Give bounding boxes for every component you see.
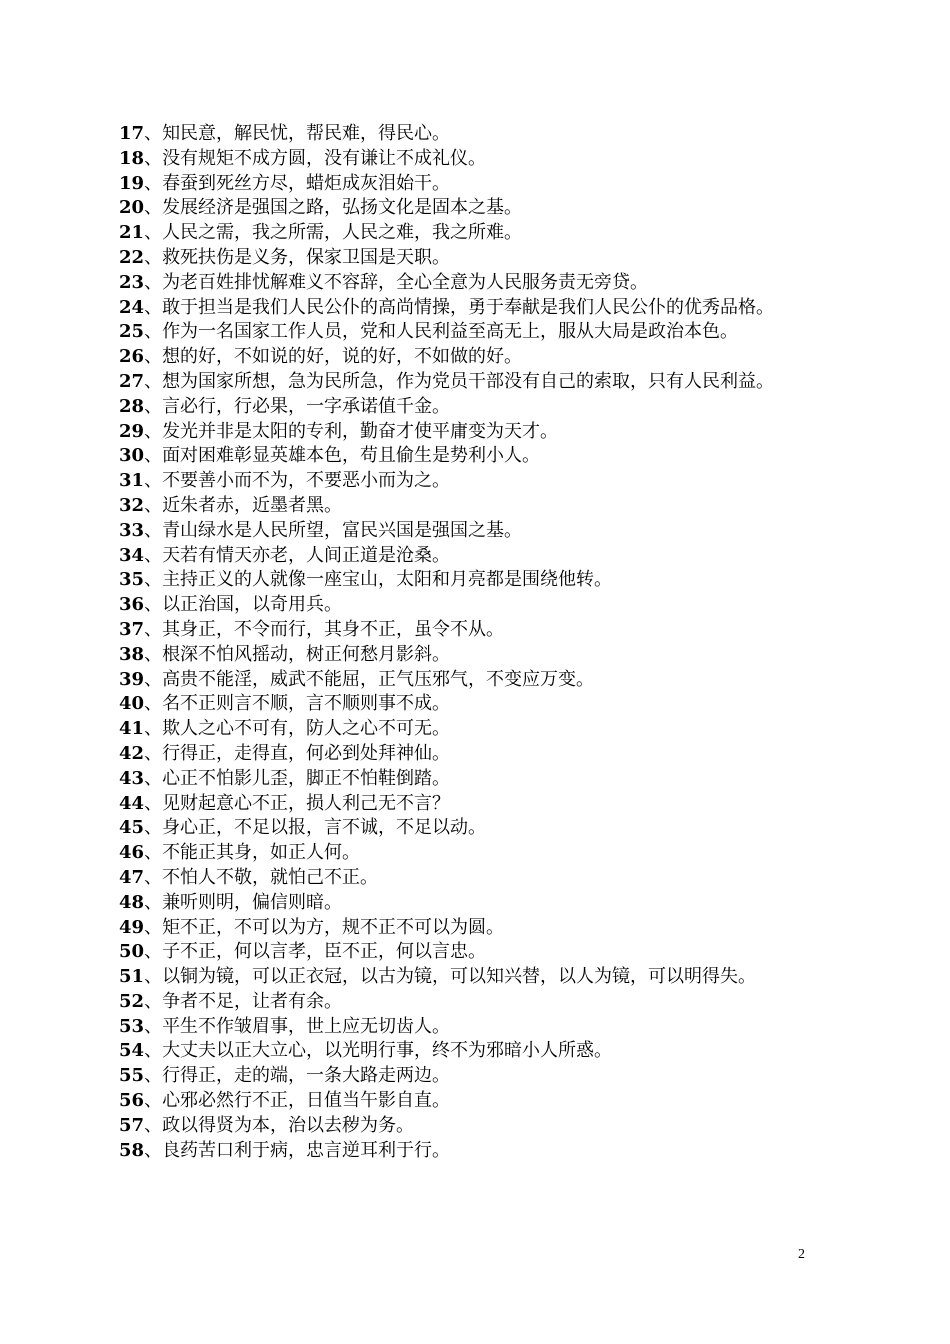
quote-line: [78, 792, 878, 817]
quote-separator: 、: [144, 1114, 163, 1136]
quote-separator: 、: [144, 1139, 163, 1161]
quote-text: 政以得贤为本，治以去秽为务。: [162, 1114, 415, 1136]
quote-number: 38: [119, 643, 145, 665]
quote-line: [78, 1039, 878, 1064]
quote-separator: 、: [144, 767, 163, 789]
quote-text: 身心正，不足以报，言不诚，不足以动。: [162, 817, 487, 839]
quote-text: 想的好，不如说的好，说的好，不如做的好。: [162, 346, 523, 368]
quote-line: [78, 940, 878, 965]
quote-text: 子不正，何以言孝，臣不正，何以言忠。: [162, 941, 487, 963]
quote-separator: 、: [144, 842, 163, 864]
quote-separator: 、: [144, 494, 163, 516]
quote-line: [78, 196, 878, 221]
quote-line: [78, 692, 878, 717]
quote-separator: 、: [144, 693, 163, 715]
quote-number: 32: [119, 494, 145, 516]
quote-text: 矩不正，不可以为方，规不正不可以为圆。: [162, 916, 505, 938]
quote-number: 18: [119, 147, 145, 169]
quote-number: 46: [119, 842, 145, 864]
quote-separator: 、: [144, 271, 163, 293]
quote-separator: 、: [144, 445, 163, 467]
quote-line: [78, 593, 878, 618]
quote-number: 48: [119, 891, 145, 913]
quote-line: [78, 1089, 878, 1114]
quote-line: [78, 271, 878, 296]
quote-line: [78, 841, 878, 866]
quote-separator: 、: [144, 470, 163, 492]
quote-separator: 、: [144, 147, 163, 169]
quote-line: [78, 1139, 878, 1164]
quote-line: [78, 717, 878, 742]
quote-number: 43: [119, 767, 145, 789]
quote-number: 40: [119, 693, 145, 715]
quote-line: [78, 370, 878, 395]
quote-line: [78, 221, 878, 246]
quote-separator: 、: [144, 866, 163, 888]
quote-separator: 、: [144, 668, 163, 690]
quote-line: [78, 816, 878, 841]
quote-number: 21: [119, 222, 145, 244]
quote-text: 发光并非是太阳的专利，勤奋才使平庸变为天才。: [162, 420, 559, 442]
quote-number: 34: [119, 544, 145, 566]
quote-separator: 、: [144, 792, 163, 814]
quote-separator: 、: [144, 718, 163, 740]
quote-separator: 、: [144, 172, 163, 194]
quote-text: 面对困难彰显英雄本色，苟且偷生是势利小人。: [162, 445, 541, 467]
quote-text: 以铜为镜，可以正衣冠，以古为镜，可以知兴替，以人为镜，可以明得失。: [162, 966, 757, 988]
quote-separator: 、: [144, 222, 163, 244]
quote-line: [78, 618, 878, 643]
quote-separator: 、: [144, 966, 163, 988]
quote-number: 44: [119, 792, 145, 814]
quote-number: 31: [119, 470, 145, 492]
quote-text: 青山绿水是人民所望，富民兴国是强国之基。: [162, 519, 523, 541]
quote-separator: 、: [144, 1065, 163, 1087]
quote-number: 52: [119, 990, 145, 1012]
quote-line: [78, 965, 878, 990]
quote-number: 54: [119, 1040, 145, 1062]
quote-number: 25: [119, 321, 145, 343]
quote-separator: 、: [144, 246, 163, 268]
quote-number: 45: [119, 817, 145, 839]
quote-number: 36: [119, 594, 145, 616]
quote-number: 47: [119, 866, 145, 888]
quote-number: 27: [119, 370, 145, 392]
quote-separator: 、: [144, 1040, 163, 1062]
quote-number: 51: [119, 966, 145, 988]
quote-text: 主持正义的人就像一座宝山，太阳和月亮都是围绕他转。: [162, 569, 613, 591]
quote-separator: 、: [144, 544, 163, 566]
quote-separator: 、: [144, 296, 163, 318]
quote-text: 发展经济是强国之路，弘扬文化是固本之基。: [162, 197, 523, 219]
quote-separator: 、: [144, 941, 163, 963]
quote-line: [78, 519, 878, 544]
quote-separator: 、: [144, 742, 163, 764]
quote-text: 心正不怕影儿歪，脚正不怕鞋倒踏。: [162, 767, 451, 789]
quote-line: [78, 122, 878, 147]
quote-text: 没有规矩不成方圆，没有谦让不成礼仪。: [162, 147, 487, 169]
quote-number: 17: [119, 123, 145, 144]
quote-text: 其身正，不令而行，其身不正，虽令不从。: [162, 618, 505, 640]
page-number: 2: [798, 1247, 805, 1262]
quote-separator: 、: [144, 1090, 163, 1112]
quote-line: [78, 1114, 878, 1139]
quote-line: [78, 544, 878, 569]
quote-separator: 、: [144, 197, 163, 219]
quote-separator: 、: [144, 370, 163, 392]
quote-line: [78, 1064, 878, 1089]
quote-line: [78, 296, 878, 321]
quote-number: 23: [119, 271, 145, 293]
quote-line: [78, 742, 878, 767]
quote-separator: 、: [144, 346, 163, 368]
quote-number: 26: [119, 346, 145, 368]
quote-separator: 、: [144, 123, 163, 144]
quote-text: 根深不怕风摇动，树正何愁月影斜。: [162, 643, 451, 665]
quote-separator: 、: [144, 1015, 163, 1037]
quote-text: 近朱者赤，近墨者黑。: [162, 494, 343, 516]
quote-text: 不要善小而不为，不要恶小而为之。: [162, 470, 451, 492]
quote-line: [78, 469, 878, 494]
quote-number: 28: [119, 395, 145, 417]
quote-line: [78, 494, 878, 519]
quote-line: [78, 147, 878, 172]
quote-separator: 、: [144, 321, 163, 343]
quote-text: 春蚕到死丝方尽，蜡炬成灰泪始干。: [162, 172, 451, 194]
quote-line: [78, 172, 878, 197]
quote-number: 22: [119, 246, 145, 268]
quote-line: [78, 916, 878, 941]
quote-line: [78, 420, 878, 445]
quote-text: 知民意，解民忧，帮民难，得民心。: [162, 123, 451, 144]
quote-number: 20: [119, 197, 145, 219]
quote-text: 敢于担当是我们人民公仆的高尚情操，勇于奉献是我们人民公仆的优秀品格。: [162, 296, 775, 318]
quote-text: 平生不作皱眉事，世上应无切齿人。: [162, 1015, 451, 1037]
quote-text: 作为一名国家工作人员，党和人民利益至高无上，服从大局是政治本色。: [162, 321, 739, 343]
quote-text: 见财起意心不正，损人利己无不言？: [162, 792, 451, 814]
quote-number: 42: [119, 742, 145, 764]
quote-number: 33: [119, 519, 145, 541]
quote-separator: 、: [144, 916, 163, 938]
quote-line: [78, 395, 878, 420]
quote-text: 心邪必然行不正，日值当午影自直。: [162, 1090, 451, 1112]
quote-number: 41: [119, 718, 145, 740]
quote-text: 争者不足，让者有余。: [162, 990, 343, 1012]
quote-separator: 、: [144, 891, 163, 913]
quote-text: 高贵不能淫，威武不能屈，正气压邪气，不变应万变。: [162, 668, 595, 690]
quote-text: 救死扶伤是义务，保家卫国是天职。: [162, 246, 451, 268]
quote-line: [78, 866, 878, 891]
quote-text: 天若有情天亦老，人间正道是沧桑。: [162, 544, 451, 566]
quote-separator: 、: [144, 643, 163, 665]
quote-line: [78, 767, 878, 792]
quote-number: 39: [119, 668, 145, 690]
quote-number: 29: [119, 420, 145, 442]
quote-line: [78, 891, 878, 916]
quote-separator: 、: [144, 817, 163, 839]
quote-line: [78, 990, 878, 1015]
quote-number: 55: [119, 1065, 145, 1087]
quote-number: 30: [119, 445, 145, 467]
quote-separator: 、: [144, 395, 163, 417]
quote-number: 57: [119, 1114, 145, 1136]
quote-separator: 、: [144, 594, 163, 616]
quote-number: 19: [119, 172, 145, 194]
quote-text: 名不正则言不顺，言不顺则事不成。: [162, 693, 451, 715]
quote-list: [78, 122, 878, 1163]
quote-number: 49: [119, 916, 145, 938]
quote-text: 行得正，走的端，一条大路走两边。: [162, 1065, 451, 1087]
quote-number: 50: [119, 941, 145, 963]
quote-number: 37: [119, 618, 145, 640]
quote-separator: 、: [144, 569, 163, 591]
quote-line: [78, 643, 878, 668]
quote-text: 人民之需，我之所需，人民之难，我之所难。: [162, 222, 523, 244]
quote-text: 为老百姓排忧解难义不容辞，全心全意为人民服务责无旁贷。: [162, 271, 649, 293]
quote-separator: 、: [144, 420, 163, 442]
quote-text: 良药苦口利于病，忠言逆耳利于行。: [162, 1139, 451, 1161]
quote-text: 行得正，走得直，何必到处拜神仙。: [162, 742, 451, 764]
quote-line: [78, 246, 878, 271]
quote-line: [78, 668, 878, 693]
quote-separator: 、: [144, 519, 163, 541]
quote-number: 58: [119, 1139, 145, 1161]
quote-line: [78, 568, 878, 593]
quote-number: 56: [119, 1090, 145, 1112]
quote-number: 24: [119, 296, 145, 318]
quote-text: 兼听则明，偏信则暗。: [162, 891, 343, 913]
quote-line: [78, 1015, 878, 1040]
quote-text: 不怕人不敬，就怕己不正。: [162, 866, 379, 888]
quote-separator: 、: [144, 990, 163, 1012]
quote-number: 35: [119, 569, 145, 591]
quote-number: 53: [119, 1015, 145, 1037]
quote-line: [78, 345, 878, 370]
quote-line: [78, 320, 878, 345]
quote-text: 不能正其身，如正人何。: [162, 842, 361, 864]
quote-separator: 、: [144, 618, 163, 640]
quote-text: 以正治国，以奇用兵。: [162, 594, 343, 616]
quote-text: 大丈夫以正大立心，以光明行事，终不为邪暗小人所惑。: [162, 1040, 613, 1062]
quote-text: 想为国家所想，急为民所急，作为党员干部没有自己的索取，只有人民利益。: [162, 370, 775, 392]
quote-text: 言必行，行必果，一字承诺值千金。: [162, 395, 451, 417]
quote-line: [78, 444, 878, 469]
quote-text: 欺人之心不可有，防人之心不可无。: [162, 718, 451, 740]
